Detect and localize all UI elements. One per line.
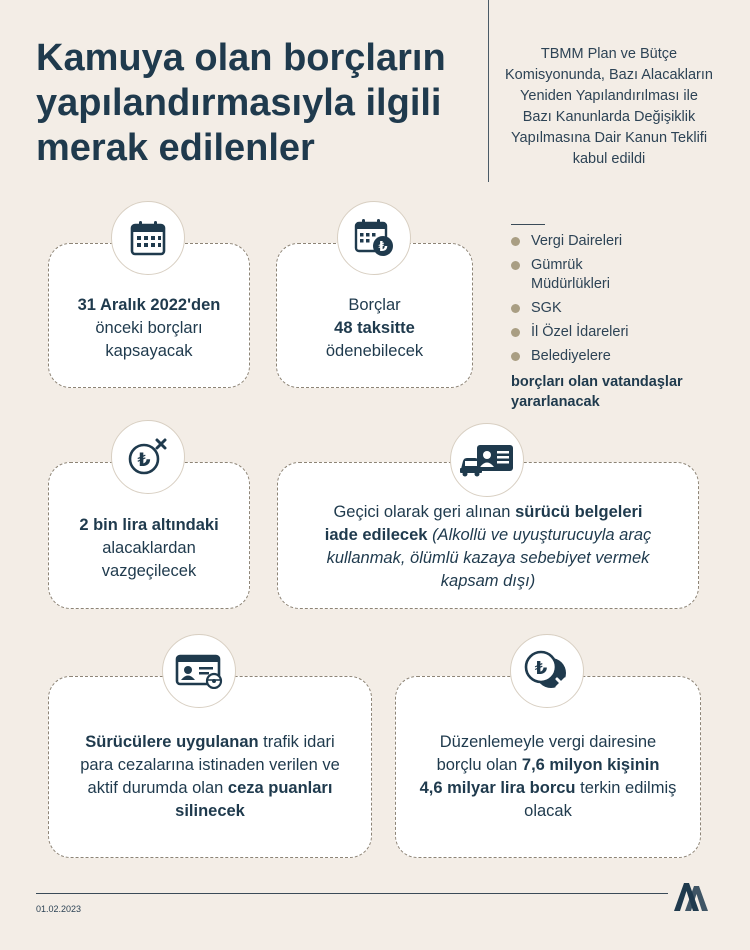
card-text: Borçlar	[348, 296, 401, 314]
bullet-icon	[511, 328, 520, 337]
card-bold: 48 taksitte	[334, 319, 415, 337]
card-bold: Sürücülere uygulanan	[85, 733, 259, 751]
list-item: SGK	[511, 299, 731, 318]
card-text: alacaklardan vazgeçilecek	[101, 539, 197, 580]
card-note: (Alkollü ve uyuşturucuyla araç kullanmak, ölümlü kazaya sebebiyet vermek kapsam dışı)	[326, 525, 652, 590]
svg-text:₺: ₺	[378, 240, 388, 255]
bullet-icon	[511, 304, 520, 313]
card-text: önceki borçları kapsayacak	[95, 319, 203, 360]
svg-text:₺: ₺	[137, 449, 151, 471]
bullet-icon	[511, 261, 520, 270]
header-subtitle: TBMM Plan ve Bütçe Komisyonunda, Bazı Alacakların Yeniden Yapılandırılması ile Bazı Kanunlarda Değişiklik Yapılmasına Dair Kanun Teklifi kabul edildi	[505, 46, 713, 167]
card-text: ödenebilecek	[325, 342, 424, 360]
footer-rule	[36, 893, 668, 894]
card-bold: 31 Aralık 2022'den	[77, 296, 221, 314]
list-item: Vergi Daireleri	[511, 232, 731, 251]
calendar-icon	[111, 201, 185, 275]
svg-text:₺: ₺	[534, 658, 548, 679]
lira-cancel-icon	[111, 420, 185, 494]
list-item: İl Özel İdareleri	[511, 323, 731, 342]
card-text: Düzenlemeyle vergi dairesine borçlu olan	[436, 733, 657, 774]
card-bold: ceza puanları silinecek	[175, 779, 333, 820]
card-bold: iade edilecek	[324, 525, 428, 544]
list-item: Gümrük Müdürlükleri	[511, 256, 731, 294]
driver-license-icon	[162, 634, 236, 708]
card-bold: 4,6 milyar lira borcu	[419, 779, 576, 797]
institution-list	[511, 232, 731, 371]
card-bold: 2 bin lira altındaki	[79, 516, 219, 534]
institution-footer: borçları olan vatandaşlar yararlanacak	[511, 374, 683, 410]
calendar-lira-icon	[337, 201, 411, 275]
coins-cancel-icon	[510, 634, 584, 708]
list-item: Belediyelere	[511, 347, 731, 366]
card-bold: sürücü belgeleri	[515, 502, 643, 521]
card-text: trafik idari para cezalarına istinaden verilen ve aktif durumda olan	[80, 733, 340, 797]
car-license-icon	[450, 423, 524, 497]
list-rule	[511, 224, 545, 225]
footer-date: 01.02.2023	[36, 904, 82, 914]
bullet-icon	[511, 237, 520, 246]
card-bold: 7,6 milyon kişinin	[521, 756, 660, 774]
card-text: terkin edilmiş olacak	[524, 779, 677, 820]
page-title: Kamuya olan borçların yapılandırmasıyla ilgili merak edilenler	[36, 37, 446, 169]
aa-logo	[672, 877, 710, 915]
bullet-icon	[511, 352, 520, 361]
card-text: Geçici olarak geri alınan	[333, 502, 511, 521]
header-divider	[488, 0, 489, 182]
